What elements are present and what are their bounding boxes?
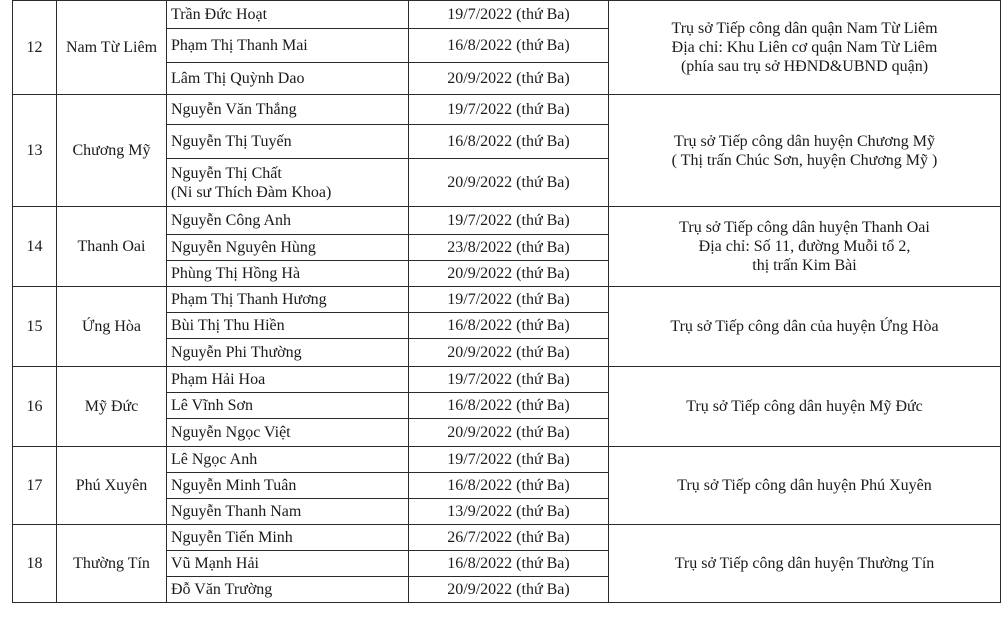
- table-row: [13, 207, 1001, 235]
- reception-schedule-table: [12, 0, 1001, 603]
- place-line: Trụ sở Tiếp công dân huyện Phú Xuyên: [677, 477, 932, 494]
- place-line: Trụ sở Tiếp công dân huyện Thường Tín: [674, 555, 935, 572]
- table-body: [13, 1, 1001, 603]
- reception-date-cell: 19/7/2022 (thứ Ba): [409, 1, 609, 29]
- reception-place-cell: [609, 207, 1001, 287]
- person-name-line: Lê Ngọc Anh: [171, 451, 258, 468]
- place-line: thị trấn Kim Bài: [752, 257, 857, 274]
- person-name-cell: [167, 473, 409, 499]
- person-name-cell: [167, 393, 409, 419]
- row-number-cell: 13: [13, 95, 57, 207]
- reception-date-cell: 20/9/2022 (thứ Ba): [409, 577, 609, 603]
- reception-date-cell: 16/8/2022 (thứ Ba): [409, 473, 609, 499]
- unit-name-cell: Ứng Hòa: [57, 287, 167, 367]
- person-name-line: Nguyễn Thị Chất: [171, 164, 282, 182]
- row-number-cell: 17: [13, 447, 57, 525]
- place-line: Trụ sở Tiếp công dân huyện Mỹ Đức: [686, 398, 923, 415]
- reception-date-cell: 20/9/2022 (thứ Ba): [409, 261, 609, 287]
- reception-place-cell: [609, 525, 1001, 603]
- person-name-line: Nguyễn Thanh Nam: [171, 503, 302, 520]
- reception-place-cell: [609, 447, 1001, 525]
- reception-place-cell: [609, 1, 1001, 95]
- person-name-line: Phùng Thị Hồng Hà: [171, 265, 301, 282]
- reception-date-cell: 19/7/2022 (thứ Ba): [409, 367, 609, 393]
- person-name-cell: [167, 29, 409, 63]
- reception-date-cell: 19/7/2022 (thứ Ba): [409, 95, 609, 125]
- unit-name-cell: Phú Xuyên: [57, 447, 167, 525]
- person-name-cell: [167, 499, 409, 525]
- unit-name-cell: Thanh Oai: [57, 207, 167, 287]
- table-row: [13, 1, 1001, 29]
- person-name-line: Nguyễn Minh Tuân: [171, 477, 297, 494]
- person-name-line: Nguyễn Ngọc Việt: [171, 424, 291, 441]
- reception-date-cell: 13/9/2022 (thứ Ba): [409, 499, 609, 525]
- row-number-cell: 16: [13, 367, 57, 447]
- person-name-cell: [167, 95, 409, 125]
- person-name-line: Nguyễn Tiến Minh: [171, 529, 293, 546]
- place-line: Trụ sở Tiếp công dân huyện Thanh Oai: [679, 219, 930, 236]
- person-name-cell: [167, 525, 409, 551]
- place-line: Trụ sở Tiếp công dân quận Nam Từ Liêm: [671, 20, 938, 37]
- person-name-cell: [167, 207, 409, 235]
- person-name-line: Trần Đức Hoạt: [171, 6, 268, 23]
- table-row: [13, 447, 1001, 473]
- reception-date-cell: 16/8/2022 (thứ Ba): [409, 29, 609, 63]
- person-name-cell: [167, 577, 409, 603]
- place-line: Trụ sở Tiếp công dân huyện Chương Mỹ: [673, 132, 936, 150]
- reception-date-cell: 19/7/2022 (thứ Ba): [409, 207, 609, 235]
- person-name-line: Đỗ Văn Trường: [171, 581, 273, 598]
- reception-date-cell: 26/7/2022 (thứ Ba): [409, 525, 609, 551]
- person-name-cell: [167, 367, 409, 393]
- person-name-line: Lê Vĩnh Sơn: [171, 397, 253, 414]
- place-line: (phía sau trụ sở HĐND&UBND quận): [680, 58, 929, 75]
- person-name-line: Nguyễn Thị Tuyến: [171, 133, 292, 150]
- person-name-cell: [167, 287, 409, 313]
- reception-date-cell: 23/8/2022 (thứ Ba): [409, 235, 609, 261]
- reception-place-cell: [609, 367, 1001, 447]
- person-name-cell: [167, 339, 409, 367]
- reception-place-cell: [609, 287, 1001, 367]
- row-number-cell: 12: [13, 1, 57, 95]
- person-name-cell: [167, 313, 409, 339]
- reception-date-cell: 20/9/2022 (thứ Ba): [409, 419, 609, 447]
- person-name-line: Nguyễn Văn Thắng: [171, 101, 297, 118]
- person-name-cell: [167, 1, 409, 29]
- person-name-cell: [167, 551, 409, 577]
- person-name-line: Phạm Thị Thanh Mai: [171, 37, 308, 54]
- place-line: Trụ sở Tiếp công dân của huyện Ứng Hòa: [670, 318, 939, 335]
- person-name-cell: [167, 63, 409, 95]
- reception-date-cell: 16/8/2022 (thứ Ba): [409, 393, 609, 419]
- reception-date-cell: 16/8/2022 (thứ Ba): [409, 551, 609, 577]
- person-name-cell: [167, 159, 409, 207]
- table-row: [13, 287, 1001, 313]
- reception-date-cell: 16/8/2022 (thứ Ba): [409, 313, 609, 339]
- person-name-line: Nguyễn Nguyên Hùng: [171, 239, 316, 256]
- person-name-cell: [167, 235, 409, 261]
- person-name-cell: [167, 419, 409, 447]
- table-row: [13, 525, 1001, 551]
- place-line: Địa chỉ: Số 11, đường Muỗi tổ 2,: [698, 238, 911, 255]
- table-row: [13, 95, 1001, 125]
- reception-date-cell: 19/7/2022 (thứ Ba): [409, 447, 609, 473]
- person-name-line: Vũ Mạnh Hải: [171, 555, 259, 572]
- person-name-line: Phạm Thị Thanh Hương: [171, 291, 327, 308]
- person-name-line: Nguyễn Công Anh: [171, 212, 291, 229]
- row-number-cell: 18: [13, 525, 57, 603]
- person-name-line: Bùi Thị Thu Hiền: [171, 317, 285, 334]
- reception-date-cell: 20/9/2022 (thứ Ba): [409, 159, 609, 207]
- reception-date-cell: 20/9/2022 (thứ Ba): [409, 339, 609, 367]
- unit-name-cell: Chương Mỹ: [57, 95, 167, 207]
- place-line: Địa chỉ: Khu Liên cơ quận Nam Từ Liêm: [671, 39, 938, 56]
- person-name-cell: [167, 261, 409, 287]
- row-number-cell: 14: [13, 207, 57, 287]
- person-name-cell: [167, 125, 409, 159]
- place-line: ( Thị trấn Chúc Sơn, huyện Chương Mỹ ): [671, 151, 938, 169]
- person-name-line: Phạm Hải Hoa: [171, 371, 266, 388]
- reception-date-cell: 19/7/2022 (thứ Ba): [409, 287, 609, 313]
- person-name-line: (Ni sư Thích Đàm Khoa): [171, 183, 332, 201]
- person-name-line: Nguyễn Phi Thường: [171, 344, 302, 361]
- reception-date-cell: 20/9/2022 (thứ Ba): [409, 63, 609, 95]
- person-name-cell: [167, 447, 409, 473]
- table-row: [13, 367, 1001, 393]
- unit-name-cell: Nam Từ Liêm: [57, 1, 167, 95]
- reception-date-cell: 16/8/2022 (thứ Ba): [409, 125, 609, 159]
- reception-place-cell: [609, 95, 1001, 207]
- person-name-line: Lâm Thị Quỳnh Dao: [171, 70, 305, 87]
- unit-name-cell: Mỹ Đức: [57, 367, 167, 447]
- row-number-cell: 15: [13, 287, 57, 367]
- unit-name-cell: Thường Tín: [57, 525, 167, 603]
